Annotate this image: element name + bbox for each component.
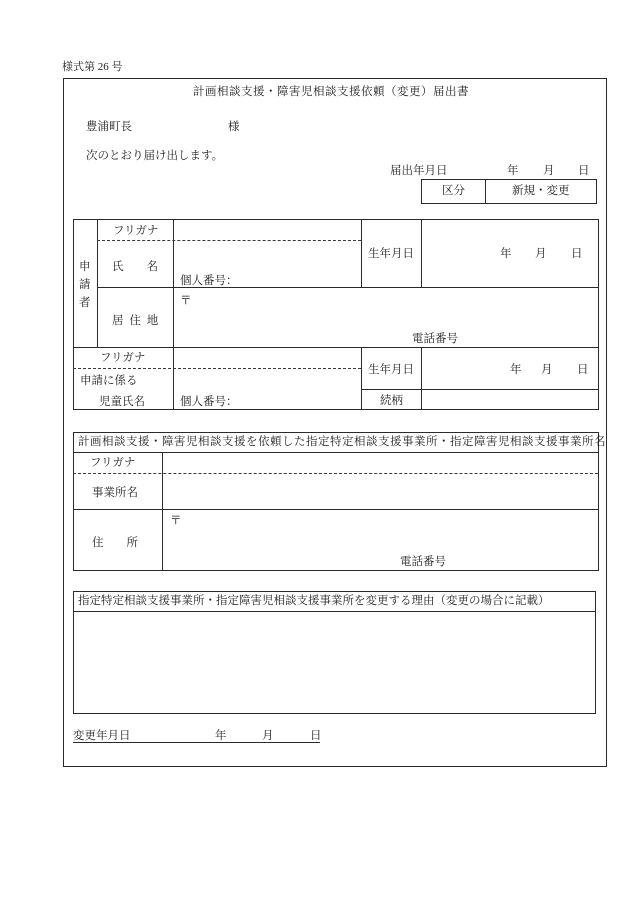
office-label-divider (162, 452, 163, 570)
applicant-birthdate-month: 月 (535, 248, 547, 260)
child-birthdate-day: 日 (577, 364, 589, 376)
office-furigana-label: フリガナ (90, 457, 136, 469)
change-date-day: 日 (310, 730, 322, 742)
change-date-year: 年 (215, 730, 227, 742)
category-label: 区分 (442, 185, 465, 197)
form-title: 計画相談支援・障害児相談支援依頼（変更）届出書 (193, 86, 469, 98)
child-birthdate-label: 生年月日 (368, 364, 414, 376)
label-column-divider (173, 219, 174, 409)
office-furigana-dashed-line (73, 473, 598, 474)
office-header: 計画相談支援・障害児相談支援を依頼した指定特定相談支援事業所・指定障害児相談支援事業所名 (78, 436, 606, 448)
office-name-label: 事業所名 (92, 487, 138, 499)
office-header-line (73, 452, 598, 453)
child-birthdate-row-line (361, 389, 598, 390)
applicant-birthdate-year: 年 (500, 248, 512, 260)
child-individual-number-label: 個人番号： (180, 396, 238, 408)
addressee-honorific: 様 (228, 121, 240, 133)
change-reason-header-line (73, 611, 595, 612)
filing-date-label: 届出年月日 (390, 165, 448, 177)
applicant-furigana-dashed-line (97, 240, 361, 241)
change-date-label: 変更年月日 (73, 730, 131, 742)
applicant-furigana-label: フリガナ (113, 225, 159, 237)
applicant-name-row-line (97, 287, 598, 288)
office-phone-label: 電話番号 (400, 556, 446, 568)
child-furigana-label: フリガナ (100, 352, 146, 364)
applicant-birthdate-label: 生年月日 (368, 248, 414, 260)
child-furigana-dashed-line (73, 368, 361, 369)
filing-date-month: 月 (543, 165, 555, 177)
applicant-postal-mark: 〒 (180, 295, 192, 307)
filing-date-year: 年 (507, 165, 519, 177)
child-name-label-line2: 児童氏名 (99, 396, 145, 408)
applicant-individual-number-label: 個人番号： (180, 275, 238, 287)
child-birthdate-left-divider (361, 347, 362, 409)
change-reason-box (73, 591, 596, 714)
office-postal-mark: 〒 (170, 515, 182, 527)
applicant-birthdate-day: 日 (571, 248, 583, 260)
office-address-label: 住 所 (92, 537, 138, 549)
change-date-month: 月 (262, 730, 274, 742)
category-value: 新規・変更 (512, 185, 570, 197)
applicant-name-label: 氏 名 (112, 261, 158, 273)
applicant-section-label: 申請者 (79, 261, 91, 309)
applicant-birthdate-right-divider (421, 219, 422, 287)
category-divider (485, 179, 486, 204)
applicant-phone-label: 電話番号 (412, 333, 458, 345)
office-name-row-line (73, 509, 598, 510)
child-birthdate-month: 月 (541, 364, 553, 376)
child-birthdate-right-divider (421, 347, 422, 409)
child-birthdate-year: 年 (510, 364, 522, 376)
applicant-section-divider (97, 219, 98, 347)
child-relationship-label: 続柄 (380, 395, 403, 407)
applicant-residence-label: 居 住 地 (112, 315, 160, 327)
change-date-underline (73, 742, 320, 743)
applicant-child-separator (73, 347, 598, 348)
change-reason-header: 指定特定相談支援事業所・指定障害児相談支援事業所を変更する理由（変更の場合に記載） (78, 595, 550, 607)
addressee-name: 豊浦町長 (86, 121, 132, 133)
form-number: 様式第 26 号 (62, 61, 123, 73)
applicant-birthdate-left-divider (361, 219, 362, 287)
filing-date-day: 日 (578, 165, 590, 177)
child-name-label-line1: 申請に係る (80, 375, 138, 387)
intro-text: 次のとおり届け出します。 (86, 150, 224, 162)
